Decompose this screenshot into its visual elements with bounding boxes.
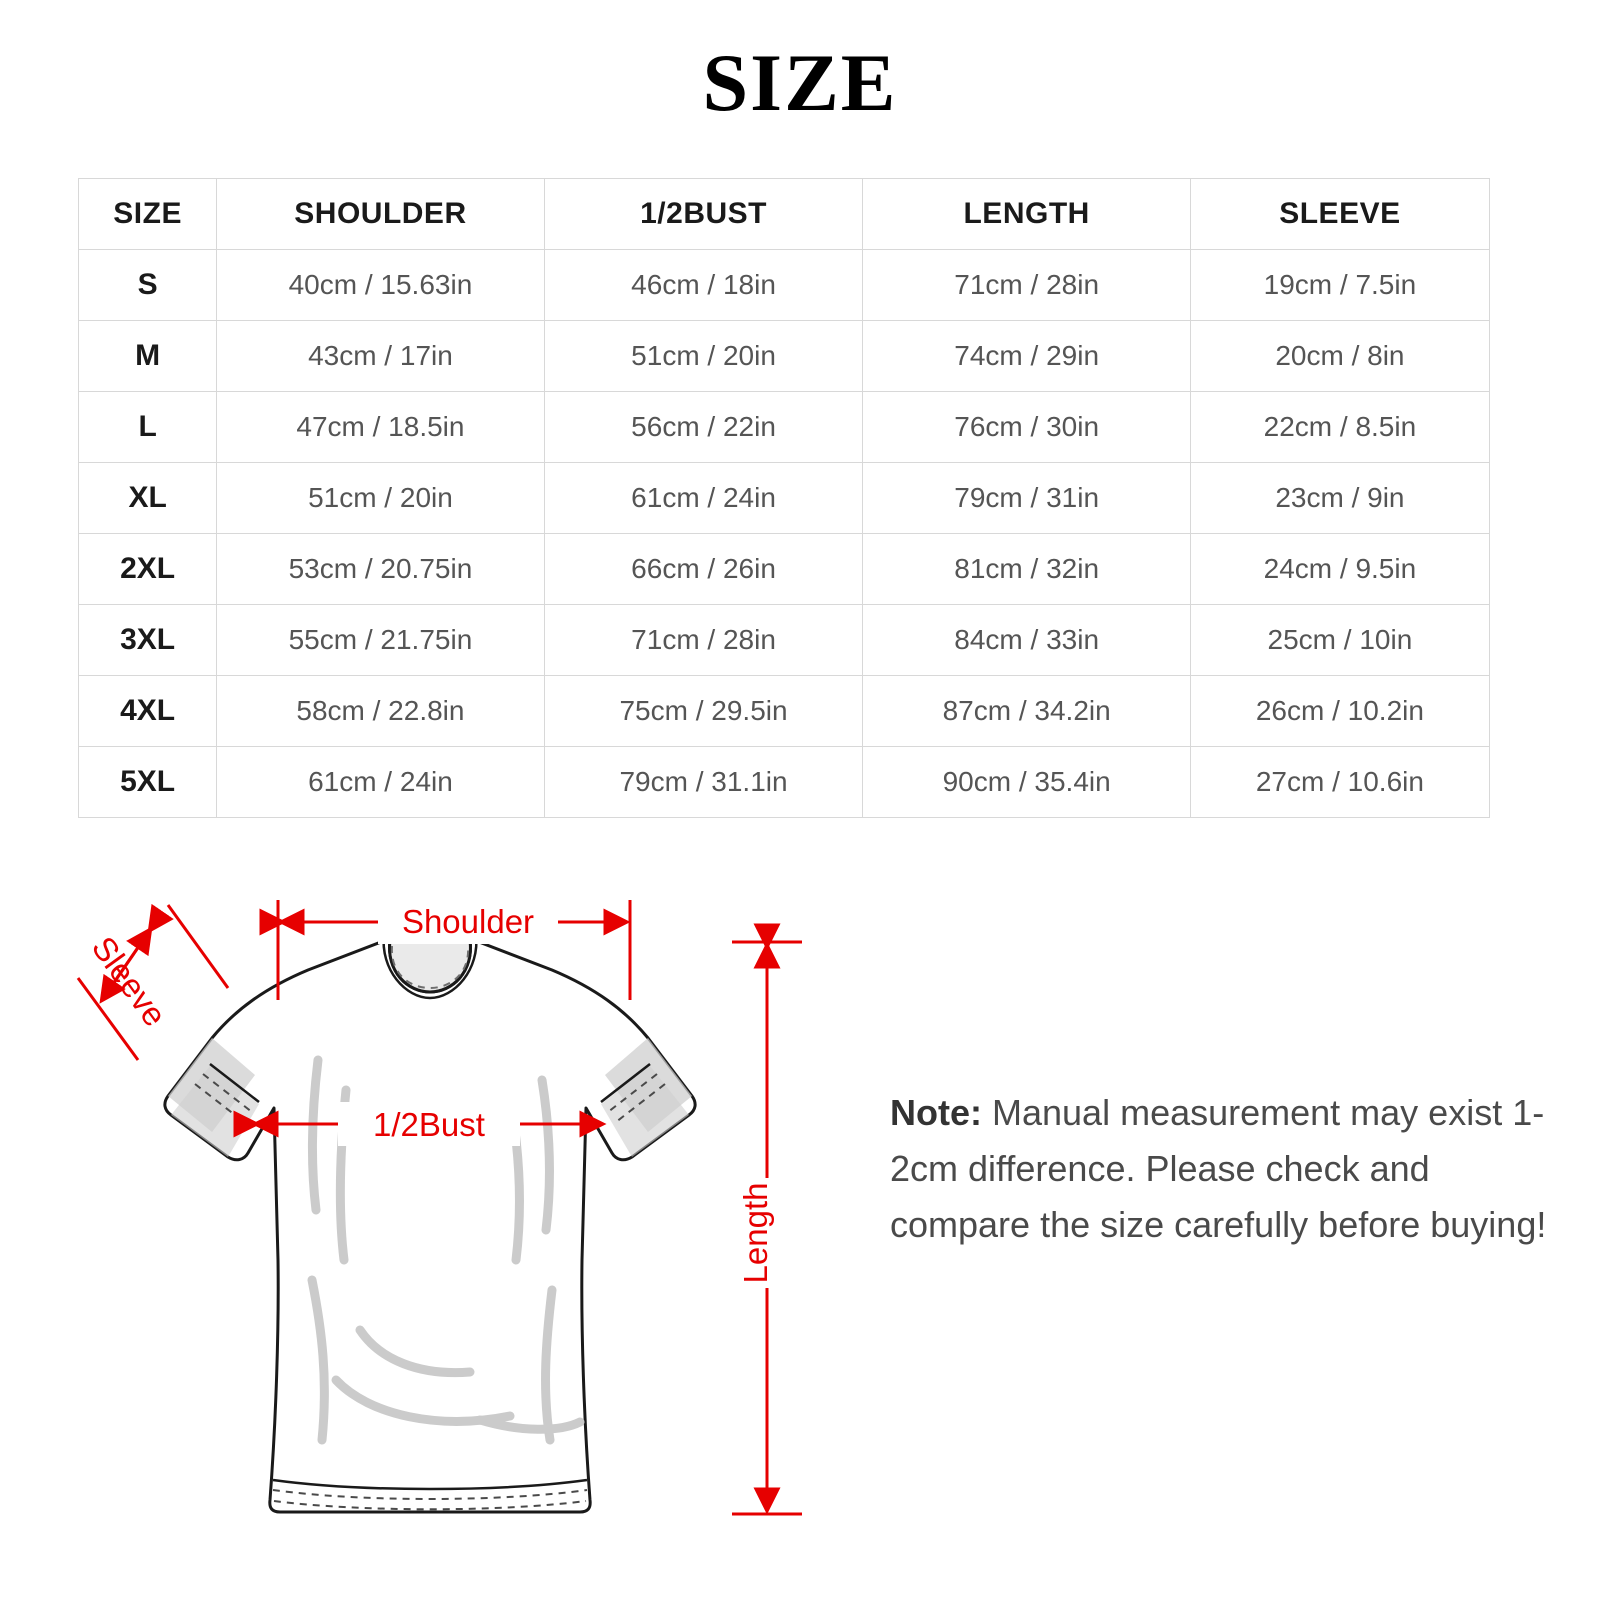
- length-label: Length: [737, 1182, 774, 1284]
- page-title: SIZE: [702, 37, 898, 128]
- column-header-bust: 1/2BUST: [544, 179, 863, 250]
- cell-length: 76cm / 30in: [863, 392, 1190, 463]
- cell-size: 3XL: [79, 605, 217, 676]
- note-label: Note:: [890, 1092, 982, 1133]
- table-row: [79, 392, 1490, 463]
- cell-length: 87cm / 34.2in: [863, 676, 1190, 747]
- table-header-row: [79, 179, 1490, 250]
- shoulder-label: Shoulder: [401, 903, 535, 940]
- table-row: [79, 534, 1490, 605]
- cell-shoulder: 43cm / 17in: [217, 321, 544, 392]
- cell-sleeve: 20cm / 8in: [1190, 321, 1489, 392]
- size-chart-table-container: [78, 178, 1490, 818]
- table-row: [79, 250, 1490, 321]
- cell-size: L: [79, 392, 217, 463]
- cell-sleeve: 26cm / 10.2in: [1190, 676, 1489, 747]
- column-header-sleeve: SLEEVE: [1190, 179, 1489, 250]
- cell-bust: 75cm / 29.5in: [544, 676, 863, 747]
- cell-shoulder: 58cm / 22.8in: [217, 676, 544, 747]
- tshirt-illustration: [165, 927, 695, 1512]
- cell-size: 5XL: [79, 747, 217, 818]
- cell-bust: 61cm / 24in: [544, 463, 863, 534]
- sleeve-measure-line: [78, 905, 228, 1060]
- cell-length: 74cm / 29in: [863, 321, 1190, 392]
- cell-bust: 71cm / 28in: [544, 605, 863, 676]
- cell-sleeve: 19cm / 7.5in: [1190, 250, 1489, 321]
- column-header-length: LENGTH: [863, 179, 1190, 250]
- cell-shoulder: 40cm / 15.63in: [217, 250, 544, 321]
- cell-size: XL: [79, 463, 217, 534]
- cell-shoulder: 47cm / 18.5in: [217, 392, 544, 463]
- table-row: [79, 321, 1490, 392]
- cell-bust: 66cm / 26in: [544, 534, 863, 605]
- cell-size: S: [79, 250, 217, 321]
- note-block: [890, 1085, 1550, 1252]
- table-row: [79, 605, 1490, 676]
- cell-sleeve: 23cm / 9in: [1190, 463, 1489, 534]
- cell-length: 81cm / 32in: [863, 534, 1190, 605]
- cell-length: 84cm / 33in: [863, 605, 1190, 676]
- cell-sleeve: 25cm / 10in: [1190, 605, 1489, 676]
- column-header-shoulder: SHOULDER: [217, 179, 544, 250]
- sleeve-label: Sleeve: [84, 929, 174, 1033]
- note-text: Manual measurement may exist 1-2cm difference. Please check and compare the size carefully before buying!: [890, 1092, 1547, 1245]
- cell-sleeve: 22cm / 8.5in: [1190, 392, 1489, 463]
- cell-shoulder: 55cm / 21.75in: [217, 605, 544, 676]
- cell-size: 4XL: [79, 676, 217, 747]
- measurement-diagram: [60, 860, 860, 1560]
- cell-length: 71cm / 28in: [863, 250, 1190, 321]
- cell-size: M: [79, 321, 217, 392]
- table-row: [79, 676, 1490, 747]
- cell-sleeve: 24cm / 9.5in: [1190, 534, 1489, 605]
- cell-bust: 46cm / 18in: [544, 250, 863, 321]
- cell-size: 2XL: [79, 534, 217, 605]
- cell-bust: 79cm / 31.1in: [544, 747, 863, 818]
- size-chart-table: [78, 178, 1490, 818]
- column-header-size: SIZE: [79, 179, 217, 250]
- cell-length: 79cm / 31in: [863, 463, 1190, 534]
- cell-bust: 51cm / 20in: [544, 321, 863, 392]
- cell-shoulder: 61cm / 24in: [217, 747, 544, 818]
- cell-bust: 56cm / 22in: [544, 392, 863, 463]
- cell-shoulder: 53cm / 20.75in: [217, 534, 544, 605]
- table-row: [79, 747, 1490, 818]
- cell-sleeve: 27cm / 10.6in: [1190, 747, 1489, 818]
- cell-length: 90cm / 35.4in: [863, 747, 1190, 818]
- bust-label: 1/2Bust: [373, 1106, 485, 1143]
- cell-shoulder: 51cm / 20in: [217, 463, 544, 534]
- length-measure-line: [730, 942, 806, 1514]
- table-row: [79, 463, 1490, 534]
